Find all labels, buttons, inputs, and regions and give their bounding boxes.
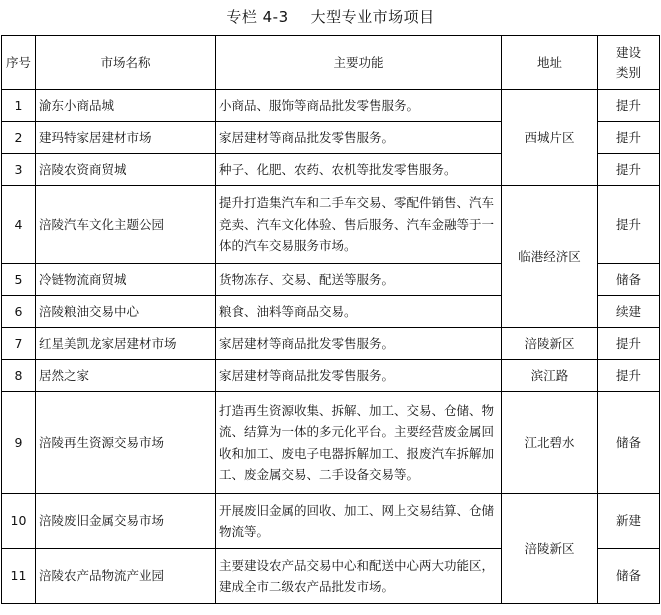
row-func: 开展废旧金属的回收、加工、网上交易结算、仓储物流等。 xyxy=(216,494,502,549)
row-func: 打造再生资源收集、拆解、加工、交易、仓储、物流、结算为一体的多元化平台。主要经营废金属回收和加工、废电子电器拆解加工、报废汽车拆解加工、废金属交易、二手设备交易等。 xyxy=(216,392,502,494)
header-addr: 地址 xyxy=(502,36,598,90)
market-projects-table xyxy=(1,35,660,604)
row-seq: 11 xyxy=(2,549,36,604)
row-name: 涪陵再生资源交易市场 xyxy=(36,392,216,494)
column-title-text: 大型专业市场项目 xyxy=(310,8,435,26)
row-seq: 7 xyxy=(2,328,36,360)
row-name: 涪陵废旧金属交易市场 xyxy=(36,494,216,549)
row-name: 红星美凯龙家居建材市场 xyxy=(36,328,216,360)
table-title xyxy=(0,6,661,27)
row-type: 提升 xyxy=(598,328,660,360)
row-seq: 3 xyxy=(2,154,36,186)
row-seq: 2 xyxy=(2,122,36,154)
row-name: 涪陵农产品物流产业园 xyxy=(36,549,216,604)
header-name: 市场名称 xyxy=(36,36,216,90)
row-type: 储备 xyxy=(598,264,660,296)
header-seq: 序号 xyxy=(2,36,36,90)
row-seq: 8 xyxy=(2,360,36,392)
row-func: 小商品、服饰等商品批发零售服务。 xyxy=(216,90,502,122)
row-func: 种子、化肥、农药、农机等批发零售服务。 xyxy=(216,154,502,186)
row-func: 家居建材等商品批发零售服务。 xyxy=(216,122,502,154)
row-addr: 涪陵新区 xyxy=(502,328,598,360)
table-row xyxy=(2,186,660,264)
row-func: 提升打造集汽车和二手车交易、零配件销售、汽车竞卖、汽车文化体验、售后服务、汽车金融等于一体的汽车交易服务市场。 xyxy=(216,186,502,264)
row-seq: 4 xyxy=(2,186,36,264)
row-name: 涪陵农资商贸城 xyxy=(36,154,216,186)
row-type: 提升 xyxy=(598,186,660,264)
row-type: 新建 xyxy=(598,494,660,549)
row-addr: 滨江路 xyxy=(502,360,598,392)
row-type: 储备 xyxy=(598,549,660,604)
table-row xyxy=(2,360,660,392)
row-seq: 1 xyxy=(2,90,36,122)
row-type: 提升 xyxy=(598,90,660,122)
row-addr: 临港经济区 xyxy=(502,186,598,328)
row-type: 提升 xyxy=(598,154,660,186)
row-func: 货物冻存、交易、配送等服务。 xyxy=(216,264,502,296)
row-seq: 6 xyxy=(2,296,36,328)
row-name: 涪陵汽车文化主题公园 xyxy=(36,186,216,264)
row-seq: 9 xyxy=(2,392,36,494)
row-name: 建玛特家居建材市场 xyxy=(36,122,216,154)
row-type: 提升 xyxy=(598,122,660,154)
row-name: 冷链物流商贸城 xyxy=(36,264,216,296)
row-seq: 10 xyxy=(2,494,36,549)
table-row xyxy=(2,90,660,122)
row-name: 渝东小商品城 xyxy=(36,90,216,122)
row-addr: 西城片区 xyxy=(502,90,598,186)
row-name: 居然之家 xyxy=(36,360,216,392)
header-func: 主要功能 xyxy=(216,36,502,90)
row-type: 储备 xyxy=(598,392,660,494)
row-seq: 5 xyxy=(2,264,36,296)
row-func: 主要建设农产品交易中心和配送中心两大功能区，建成全市二级农产品批发市场。 xyxy=(216,549,502,604)
row-func: 家居建材等商品批发零售服务。 xyxy=(216,360,502,392)
row-func: 粮食、油料等商品交易。 xyxy=(216,296,502,328)
row-type: 提升 xyxy=(598,360,660,392)
header-row xyxy=(2,36,660,90)
column-number: 专栏 4-3 xyxy=(226,8,289,26)
header-type: 建设 类别 xyxy=(598,36,660,90)
table-row xyxy=(2,392,660,494)
row-type: 续建 xyxy=(598,296,660,328)
table-row xyxy=(2,494,660,549)
row-addr: 涪陵新区 xyxy=(502,494,598,604)
row-name: 涪陵粮油交易中心 xyxy=(36,296,216,328)
row-func: 家居建材等商品批发零售服务。 xyxy=(216,328,502,360)
table-row xyxy=(2,328,660,360)
row-addr: 江北碧水 xyxy=(502,392,598,494)
